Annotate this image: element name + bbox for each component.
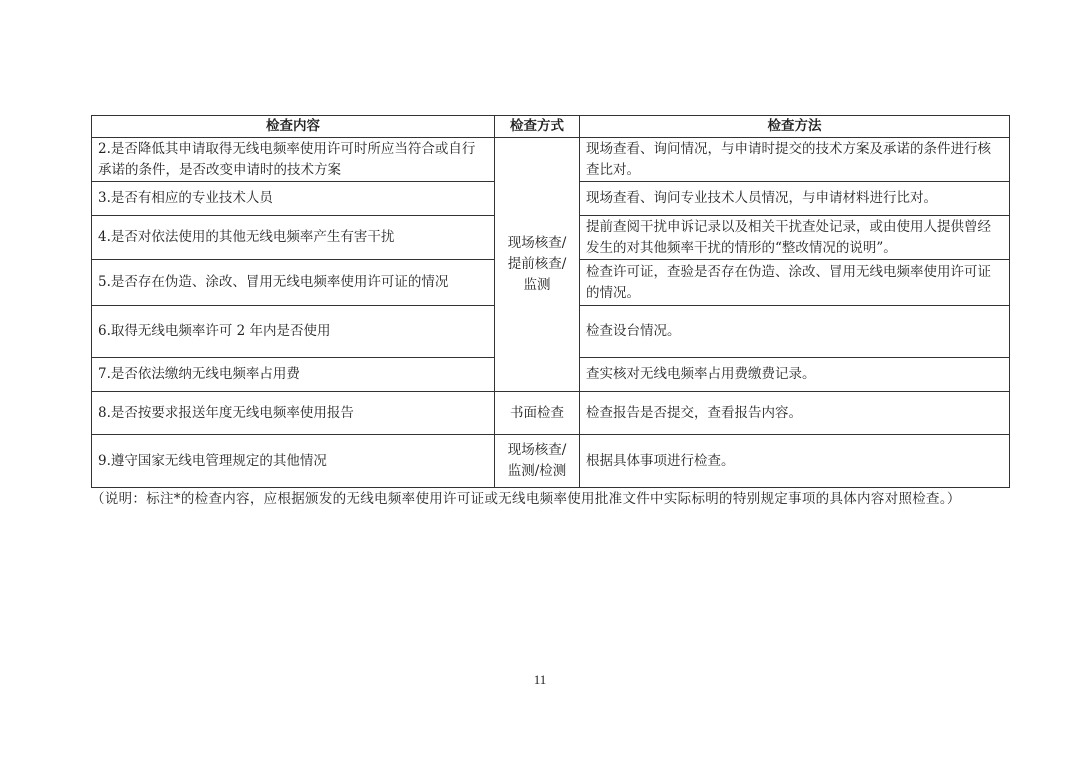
header-content: 检查内容 xyxy=(92,116,495,138)
row-approach: 检查许可证，查验是否存在伪造、涂改、冒用无线电频率使用许可证的情况。 xyxy=(580,260,1010,306)
method-cell xyxy=(495,435,580,488)
table-note: （说明：标注*的检查内容，应根据颁发的无线电频率使用许可证或无线电频率使用批准文件中实际标明的特别规定事项的具体内容对照检查。） xyxy=(91,491,961,507)
row-approach: 检查设台情况。 xyxy=(580,306,1010,358)
row-approach: 检查报告是否提交，查看报告内容。 xyxy=(580,392,1010,435)
method-line: 现场核查/ xyxy=(507,235,567,251)
inspection-table xyxy=(91,115,1010,488)
table-row xyxy=(92,435,1010,488)
page-number: 11 xyxy=(533,672,547,687)
method-line: 现场核查/ xyxy=(507,442,567,458)
method-cell xyxy=(495,138,580,392)
row-approach: 现场查看、询问情况，与申请时提交的技术方案及承诺的条件进行核查比对。 xyxy=(580,138,1010,182)
method-line: 提前核查/ xyxy=(507,256,567,272)
row-content: 2.是否降低其申请取得无线电频率使用许可时所应当符合或自行承诺的条件，是否改变申请时的技术方案 xyxy=(92,138,495,182)
row-content: 5.是否存在伪造、涂改、冒用无线电频率使用许可证的情况 xyxy=(92,260,495,306)
header-method: 检查方式 xyxy=(495,116,580,138)
row-content: 9.遵守国家无线电管理规定的其他情况 xyxy=(92,435,495,488)
method-line: 监测 xyxy=(523,277,551,293)
row-content: 8.是否按要求报送年度无线电频率使用报告 xyxy=(92,392,495,435)
method-line: 监测/检测 xyxy=(507,463,567,479)
row-content: 3.是否有相应的专业技术人员 xyxy=(92,182,495,216)
row-content: 7.是否依法缴纳无线电频率占用费 xyxy=(92,358,495,392)
table-header-row xyxy=(92,116,1010,138)
row-approach: 现场查看、询问专业技术人员情况，与申请材料进行比对。 xyxy=(580,182,1010,216)
method-cell: 书面检查 xyxy=(495,392,580,435)
row-content: 4.是否对依法使用的其他无线电频率产生有害干扰 xyxy=(92,216,495,260)
row-approach: 查实核对无线电频率占用费缴费记录。 xyxy=(580,358,1010,392)
table-row xyxy=(92,392,1010,435)
row-approach: 根据具体事项进行检查。 xyxy=(580,435,1010,488)
row-content: 6.取得无线电频率许可 2 年内是否使用 xyxy=(92,306,495,358)
table-row xyxy=(92,138,1010,182)
header-approach: 检查方法 xyxy=(580,116,1010,138)
row-approach: 提前查阅干扰申诉记录以及相关干扰查处记录，或由使用人提供曾经发生的对其他频率干扰的情形的“整改情况的说明”。 xyxy=(580,216,1010,260)
